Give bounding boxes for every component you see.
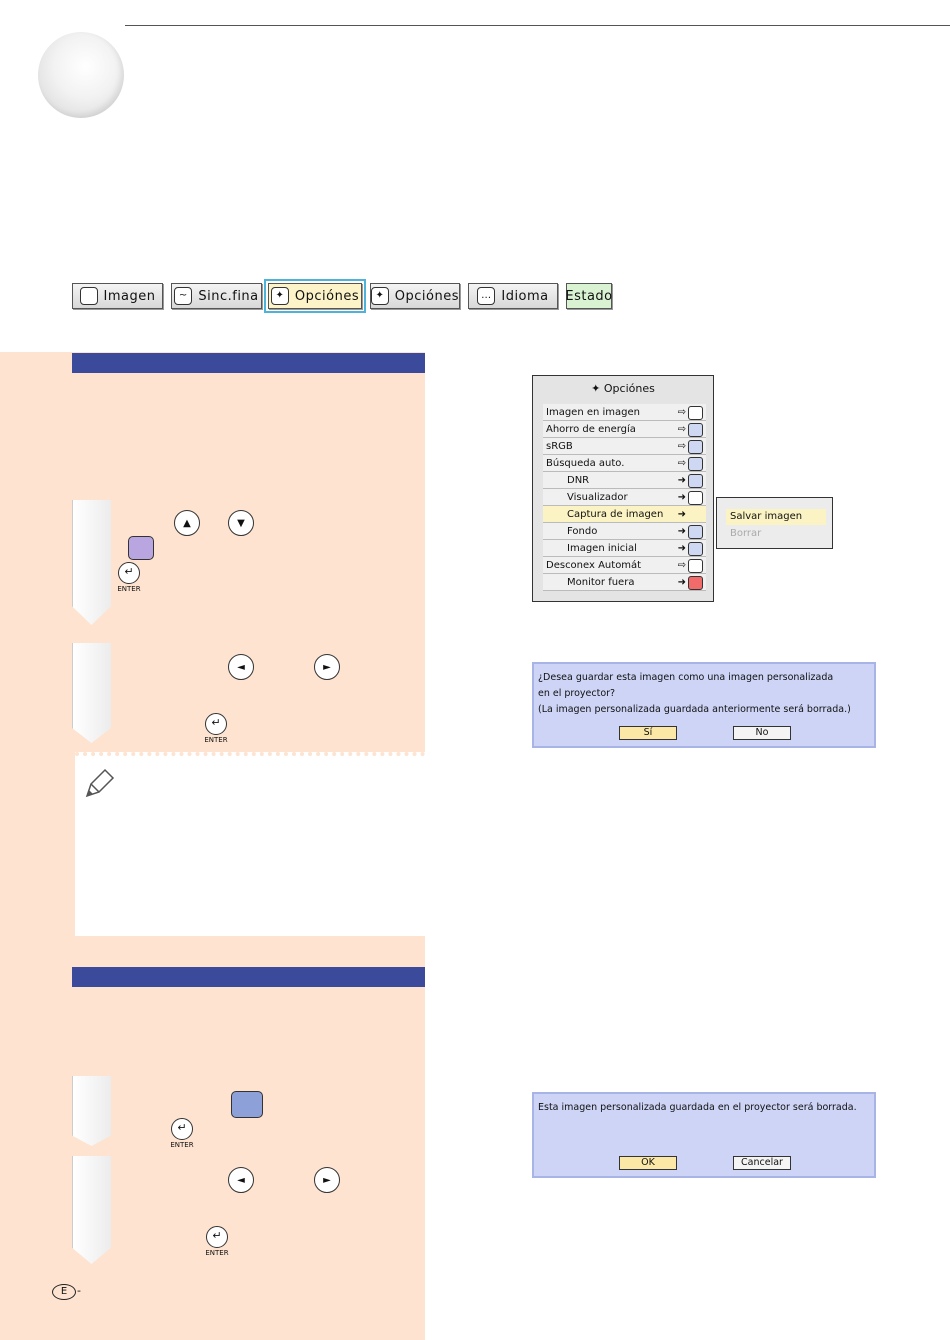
- ok-button[interactable]: OK: [619, 1156, 677, 1170]
- options-icon: ✦: [371, 287, 389, 305]
- tab-sinc-fina[interactable]: ~ Sinc.fina: [171, 283, 262, 309]
- chapter-circle: [38, 32, 124, 118]
- menu-item-dnr[interactable]: DNR ➜: [543, 472, 706, 489]
- save-dialog: [532, 662, 876, 748]
- note-box: [75, 752, 425, 936]
- enter-button-icon: ↵ ENTER: [165, 1118, 199, 1149]
- enter-button-icon: ↵ ENTER: [199, 713, 233, 744]
- options-icon: ✦: [271, 287, 289, 305]
- right-button-icon: ►: [314, 654, 340, 680]
- left-button-icon: ◄: [228, 654, 254, 680]
- step-marker-1: [72, 500, 111, 625]
- delete-icon: [231, 1091, 263, 1118]
- menu-item-monitor-out[interactable]: Monitor fuera ➜: [543, 574, 706, 591]
- menu-item-power-save[interactable]: Ahorro de energía ⇨: [543, 421, 706, 438]
- step-marker-2: [72, 643, 111, 743]
- capture-submenu: [716, 497, 833, 549]
- left-button-icon: ◄: [228, 1167, 254, 1193]
- step-marker-4: [72, 1156, 111, 1264]
- menu-item-startup-image[interactable]: Imagen inicial ➜: [543, 540, 706, 557]
- picture-icon: [80, 287, 98, 305]
- header-rule: [125, 25, 950, 26]
- menu-item-auto-power-off[interactable]: Desconex Automát ⇨: [543, 557, 706, 574]
- right-button-icon: ►: [314, 1167, 340, 1193]
- tab-estado[interactable]: Estado: [566, 283, 612, 309]
- save-dialog-line3: (La imagen personalizada guardada anteriormente será borrada.): [538, 704, 851, 715]
- options-menu: [532, 375, 714, 602]
- step-marker-3: [72, 1076, 111, 1146]
- save-dialog-line1: ¿Desea guardar esta imagen como una imagen personalizada: [538, 672, 834, 683]
- page-letter-badge: E: [52, 1284, 76, 1300]
- down-button-icon: ▼: [228, 510, 254, 536]
- menu-item-srgb[interactable]: sRGB ⇨: [543, 438, 706, 455]
- up-button-icon: ▲: [174, 510, 200, 536]
- yes-button[interactable]: Sí: [619, 726, 677, 740]
- tab-imagen[interactable]: Imagen: [72, 283, 163, 309]
- menu-item-pip[interactable]: Imagen en imagen ⇨: [543, 404, 706, 421]
- speech-icon: …: [477, 287, 495, 305]
- tab-idioma[interactable]: … Idioma: [468, 283, 558, 309]
- capture-icon: [128, 536, 154, 560]
- enter-button-icon: ↵ ENTER: [200, 1226, 234, 1257]
- enter-button-icon: ↵ ENTER: [112, 562, 146, 593]
- page-dash: -: [77, 1284, 81, 1297]
- delete-dialog-line1: Esta imagen personalizada guardada en el proyector será borrada.: [538, 1102, 857, 1113]
- menu-title: ✦ Opciónes: [591, 382, 655, 395]
- no-button[interactable]: No: [733, 726, 791, 740]
- tab-opciones-2[interactable]: ✦ Opciónes: [370, 283, 460, 309]
- section-bar-delete: [72, 967, 425, 987]
- cancel-button[interactable]: Cancelar: [733, 1156, 791, 1170]
- menu-item-auto-search[interactable]: Búsqueda auto. ⇨: [543, 455, 706, 472]
- submenu-save-image[interactable]: Salvar imagen: [726, 509, 826, 525]
- menu-item-background[interactable]: Fondo ➜: [543, 523, 706, 540]
- pencil-icon: [81, 766, 117, 802]
- save-dialog-line2: en el proyector?: [538, 688, 616, 699]
- delete-dialog: [532, 1092, 876, 1178]
- section-bar-save: [72, 353, 425, 373]
- menu-item-display[interactable]: Visualizador ➜: [543, 489, 706, 506]
- menu-item-image-capture[interactable]: Captura de imagen ➜: [543, 506, 706, 523]
- tab-opciones-1[interactable]: ✦ Opciónes: [268, 283, 362, 309]
- wave-icon: ~: [174, 287, 192, 305]
- submenu-delete[interactable]: Borrar: [730, 528, 762, 539]
